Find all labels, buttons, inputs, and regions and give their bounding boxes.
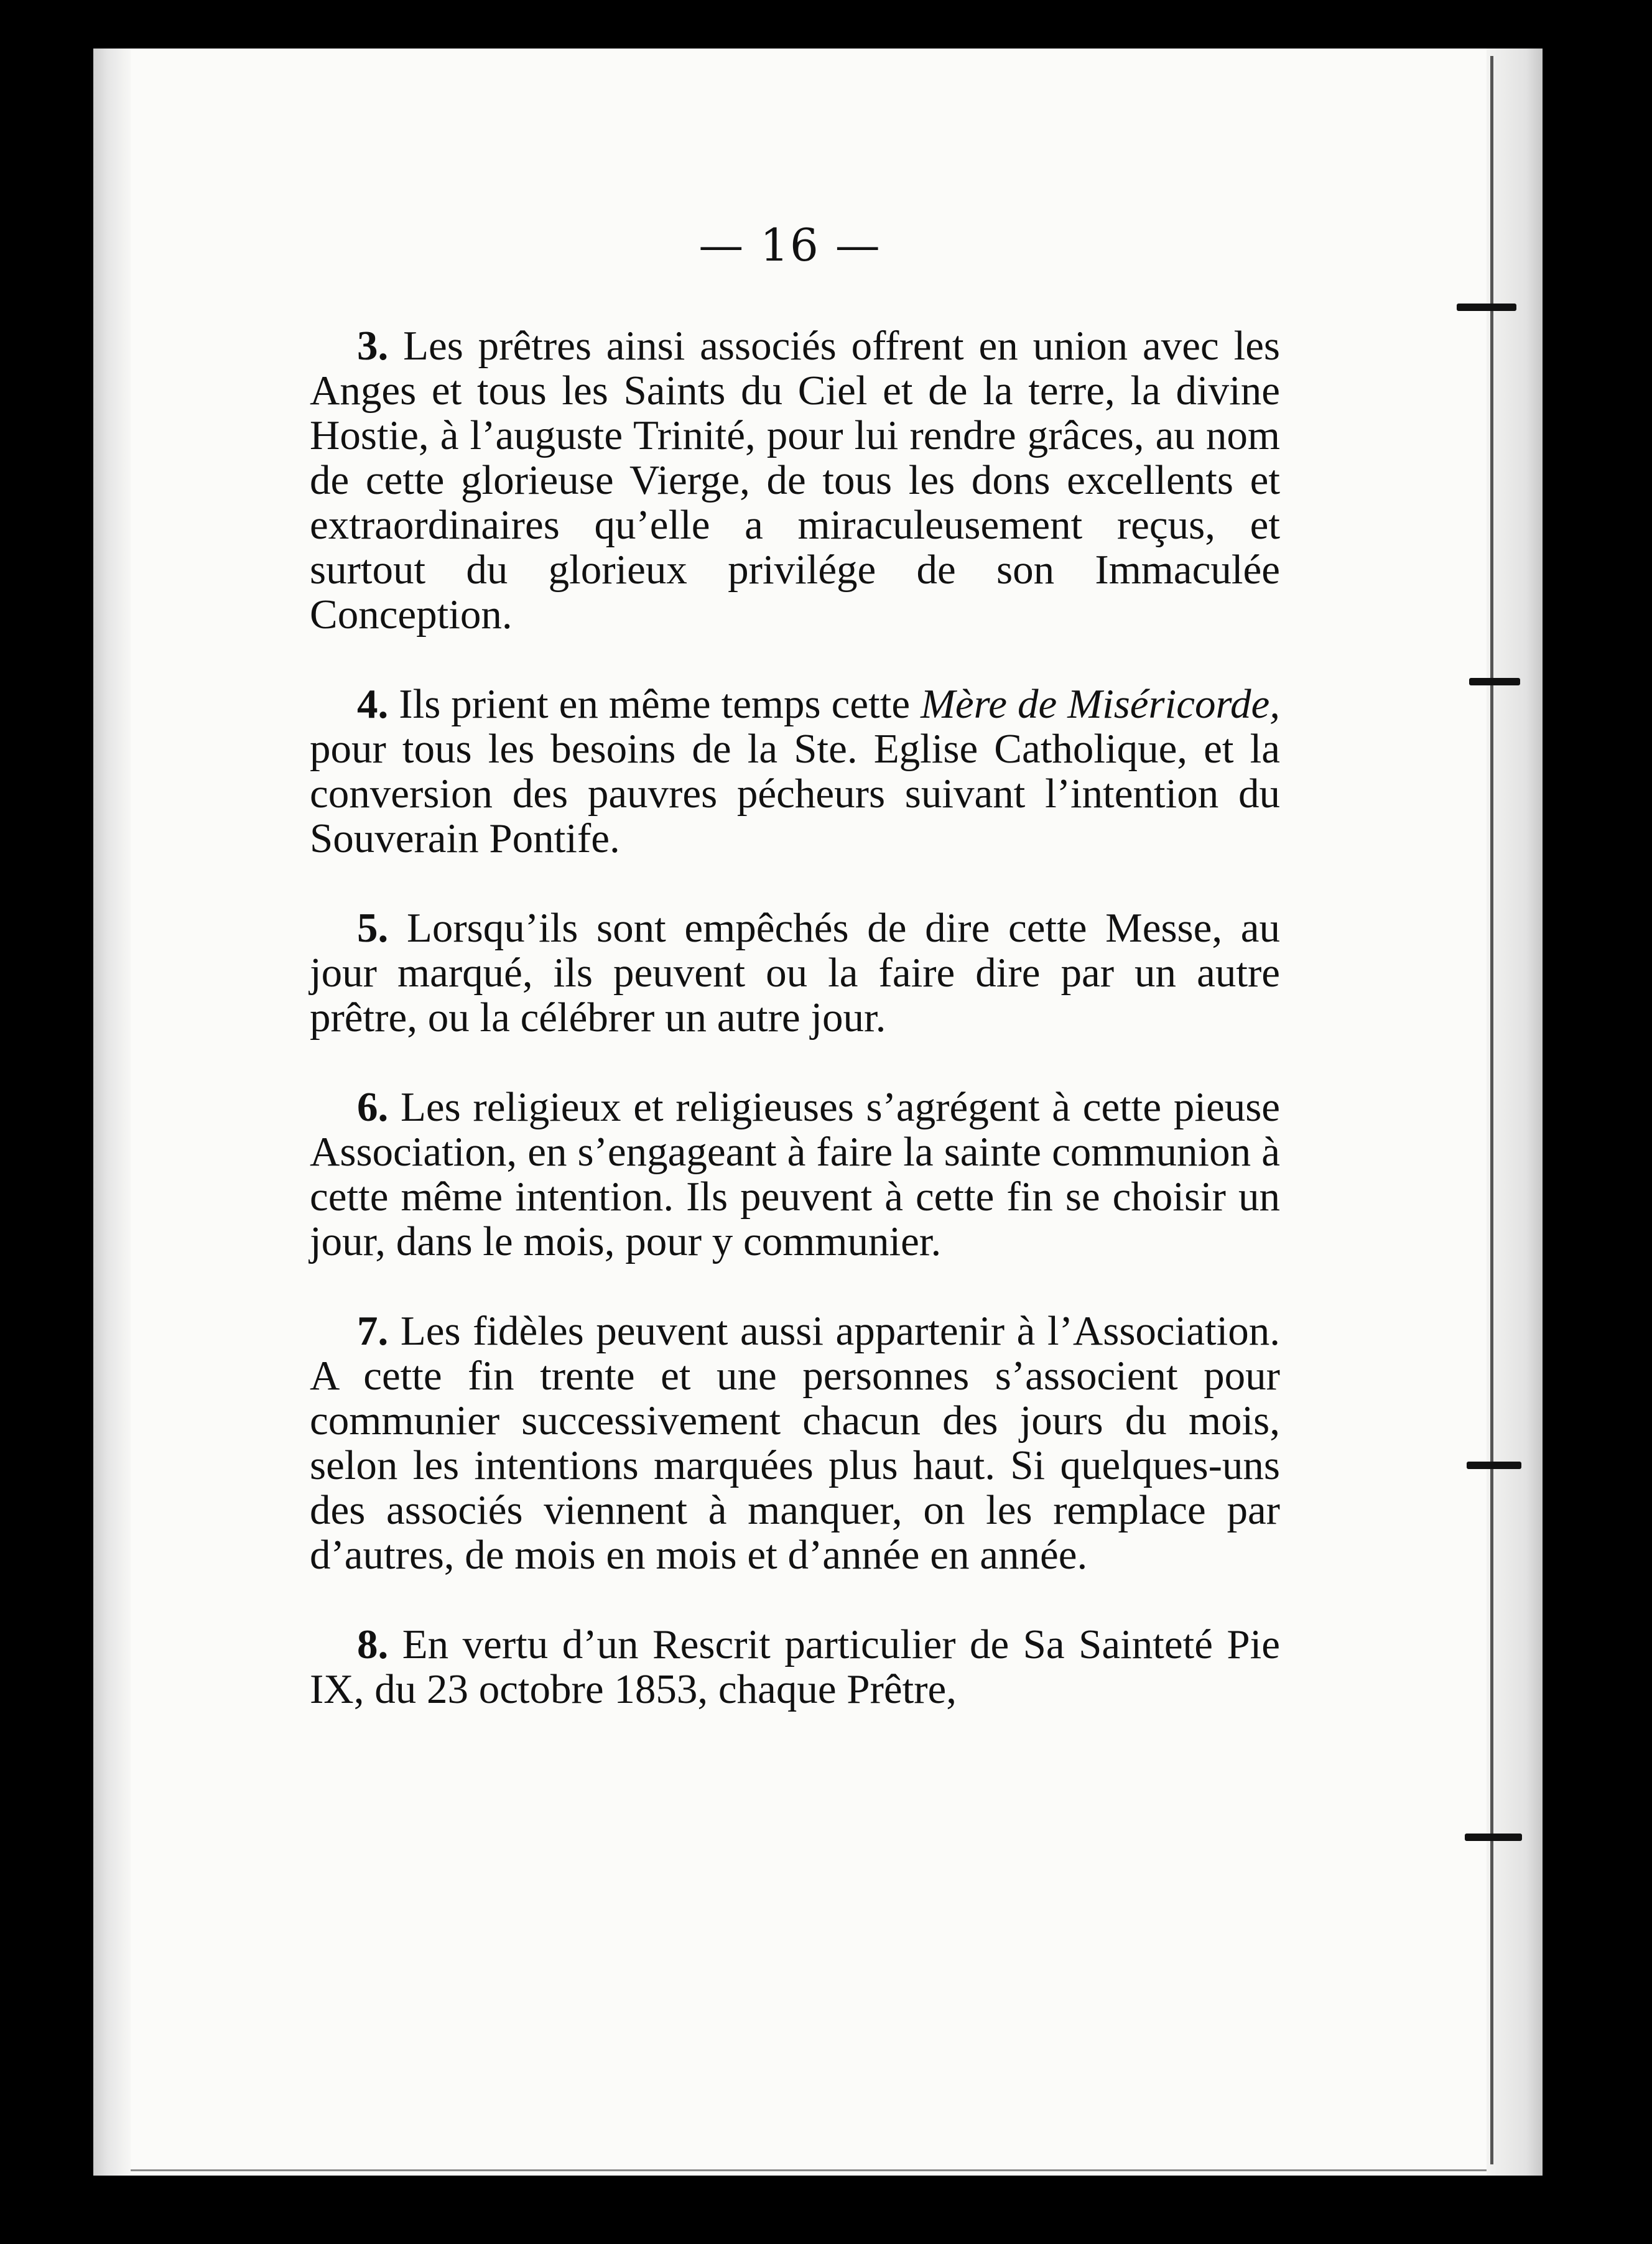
page-bottom-edge <box>131 2169 1487 2171</box>
binding-stitch-mark <box>1467 1462 1521 1469</box>
binding-stitch-mark <box>1457 304 1516 311</box>
page-number: — 16 — <box>698 219 881 271</box>
paragraph-number: 4. <box>357 681 389 727</box>
paragraph-8 <box>310 1622 1280 1712</box>
paragraph-6 <box>310 1085 1280 1264</box>
paragraph-text: Les religieux et religieuses s’agrégent à cette pieuse Association, en s’engageant à faire la sainte communion à cette même intention. Ils peuvent à cette fin se choisir un jour, dans le mois, pour y communier. <box>310 1084 1281 1264</box>
paragraph-number: 7. <box>357 1308 389 1354</box>
binding-stitch-mark <box>1465 1834 1522 1841</box>
paragraph-5 <box>310 906 1280 1040</box>
binding-stitch-mark <box>1469 678 1520 685</box>
page-right-margin <box>1487 49 1543 2176</box>
paragraph-number: 5. <box>357 905 389 951</box>
paragraph-number: 3. <box>357 323 389 369</box>
body-text <box>310 323 1280 1712</box>
paragraph-text: En vertu d’un Rescrit particulier de Sa Sainteté Pie IX, du 23 octobre 1853, chaque Prêtre, <box>310 1621 1281 1712</box>
paragraph-text: Les fidèles peuvent aussi appartenir à l’Association. A cette fin trente et une personnes s’associent pour communier successivement chacun des jours du mois, selon les intentions marquées plus haut. Si quelques-uns des associés viennent à manquer, on les remplace par d’autres, de mois en mois et d’année en année. <box>310 1308 1280 1578</box>
italic-phrase: Mère de Miséricorde, <box>921 681 1281 727</box>
paragraph-text: Les prêtres ainsi associés offrent en union avec les Anges et tous les Saints du Ciel et de la terre, la divine Hostie, à l’auguste Trinité, pour lui rendre grâces, au nom de cette glorieuse Vierge, de tous les dons excellents et extraordinaires qu’elle a miraculeusement reçus, et surtout du glorieux privilége de son Immaculée Conception. <box>310 323 1280 638</box>
paragraph-number: 6. <box>357 1084 389 1130</box>
paragraph-number: 8. <box>357 1621 389 1667</box>
paragraph-3 <box>310 323 1280 637</box>
paragraph-text: Ils prient en même temps cette <box>399 681 911 727</box>
paragraph-4 <box>310 682 1280 861</box>
paragraph-text: Lorsqu’ils sont empêchés de dire cette Messe, au jour marqué, ils peuvent ou la faire dire par un autre prêtre, ou la célébrer un autre jour. <box>310 905 1280 1041</box>
page-left-edge-shadow <box>93 49 131 2176</box>
paragraph-text: pour tous les besoins de la Ste. Eglise Catholique, et la conversion des pauvres pécheurs suivant l’intention du Souverain Pontife. <box>310 726 1280 861</box>
page-fold-line <box>1490 56 1493 2164</box>
paragraph-7 <box>310 1309 1280 1577</box>
